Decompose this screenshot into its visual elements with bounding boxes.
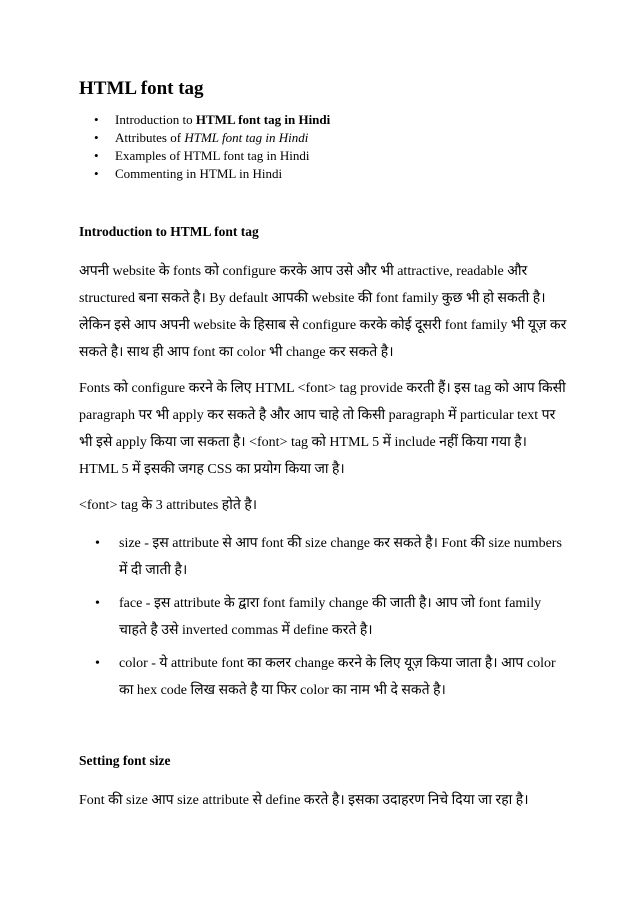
toc-item[interactable]: • Commenting in HTML in Hindi: [79, 165, 569, 183]
intro-paragraph-1: अपनी website के fonts को configure करके आप उसे और भी attractive, readable और structured बना सकते है। By default आपकी website की font family कुछ भी हो सकती है। लेकिन इसे आप अपनी website के हिसाब से configure करके कोई दूसरी font family भी यूज़ कर सकते है। साथ ही आप font का color भी change कर सकते है।: [79, 264, 567, 360]
intro-paragraph-2: Fonts को configure करने के लिए HTML <font> tag provide करती हैं। इस tag को आप किसी paragraph पर भी apply कर सकते है और आप चाहे तो किसी paragraph में particular text पर भी इसे apply किया जा सकता है। <font> tag को HTML 5 में include नहीं किया गया है। HTML 5 में इसकी जगह CSS का प्रयोग किया जा है।: [79, 381, 566, 477]
section-heading-font-size: Setting font size: [79, 753, 171, 768]
attribute-item-color: • color - ये attribute font का कलर change करने के लिए यूज़ किया जाता है। आप color का hex code लिख सकते है या फिर color का नाम भी दे सकते है।: [79, 650, 569, 704]
font-size-paragraph: Font की size आप size attribute से define करते है। इसका उदाहरण निचे दिया जा रहा है।: [79, 793, 529, 808]
intro-paragraph-3: <font> tag के 3 attributes होते है।: [79, 498, 258, 513]
page-title: HTML font tag: [79, 78, 204, 99]
document-content: [79, 78, 569, 814]
toc-item[interactable]: • Examples of HTML font tag in Hindi: [79, 147, 569, 165]
table-of-contents: [79, 111, 569, 183]
toc-item[interactable]: • Introduction to HTML font tag in Hindi: [79, 111, 569, 129]
attribute-item-face: • face - इस attribute के द्वारा font family change की जाती है। आप जो font family चाहते है उसे inverted commas में define करते है।: [79, 590, 569, 644]
attribute-item-size: • size - इस attribute से आप font की size change कर सकते है। Font की size numbers में दी जाती है।: [79, 530, 569, 584]
section-heading-intro: Introduction to HTML font tag: [79, 224, 259, 239]
attribute-list: [79, 530, 569, 704]
toc-item[interactable]: • Attributes of HTML font tag in Hindi: [79, 129, 569, 147]
